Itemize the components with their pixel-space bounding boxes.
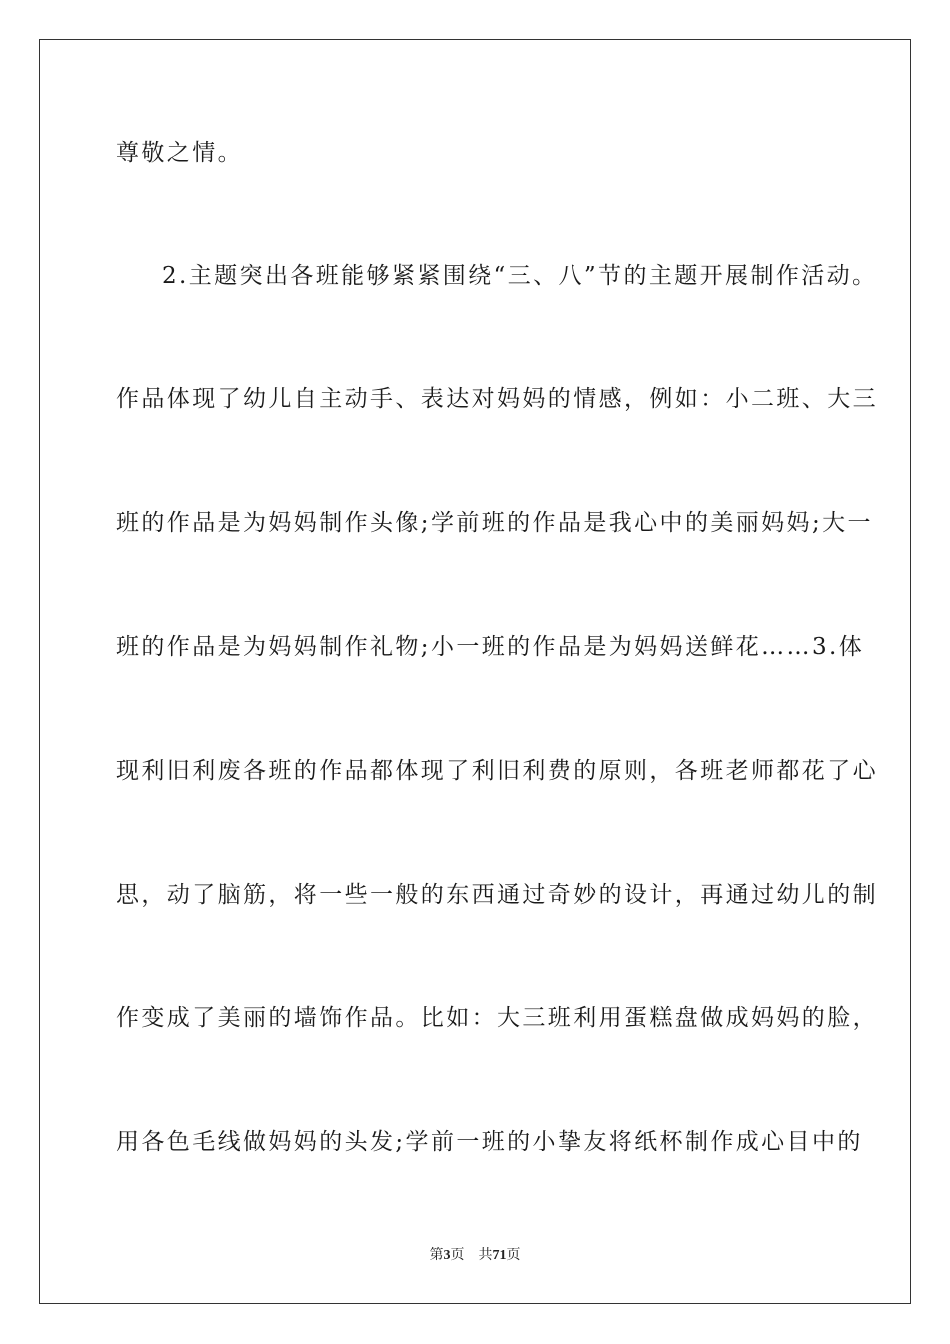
body-line-8: 作变成了美丽的墙饰作品。比如：大三班利用蛋糕盘做成妈妈的脸， [116,1005,878,1031]
body-line-4: 班的作品是为妈妈制作头像;学前班的作品是我心中的美丽妈妈;大一 [116,510,873,536]
footer-total-suffix: 页 [506,1248,521,1263]
footer-page-suffix: 页 [450,1248,465,1263]
body-line-3: 作品体现了幼儿自主动手、表达对妈妈的情感，例如：小二班、大三 [116,386,878,412]
body-line-5: 班的作品是为妈妈制作礼物;小一班的作品是为妈妈送鲜花……3.体 [116,634,865,660]
body-line-7: 思，动了脑筋，将一些一般的东西通过奇妙的设计，再通过幼儿的制 [116,882,878,908]
body-line-6: 现利旧利废各班的作品都体现了利旧利费的原则，各班老师都花了心 [116,758,878,784]
footer-total-prefix: 共 [478,1248,493,1263]
body-line-2: 2.主题突出各班能够紧紧围绕“三、八”节的主题开展制作活动。 [162,263,878,289]
page-footer [0,1247,950,1265]
body-line-9: 用各色毛线做妈妈的头发;学前一班的小挚友将纸杯制作成心目中的 [116,1129,863,1155]
body-line-1: 尊敬之情。 [116,140,243,166]
footer-page-prefix: 第 [429,1248,444,1263]
footer-page-total: 71 [492,1248,507,1263]
footer-page-current: 3 [443,1248,451,1263]
page-border [39,39,911,1304]
